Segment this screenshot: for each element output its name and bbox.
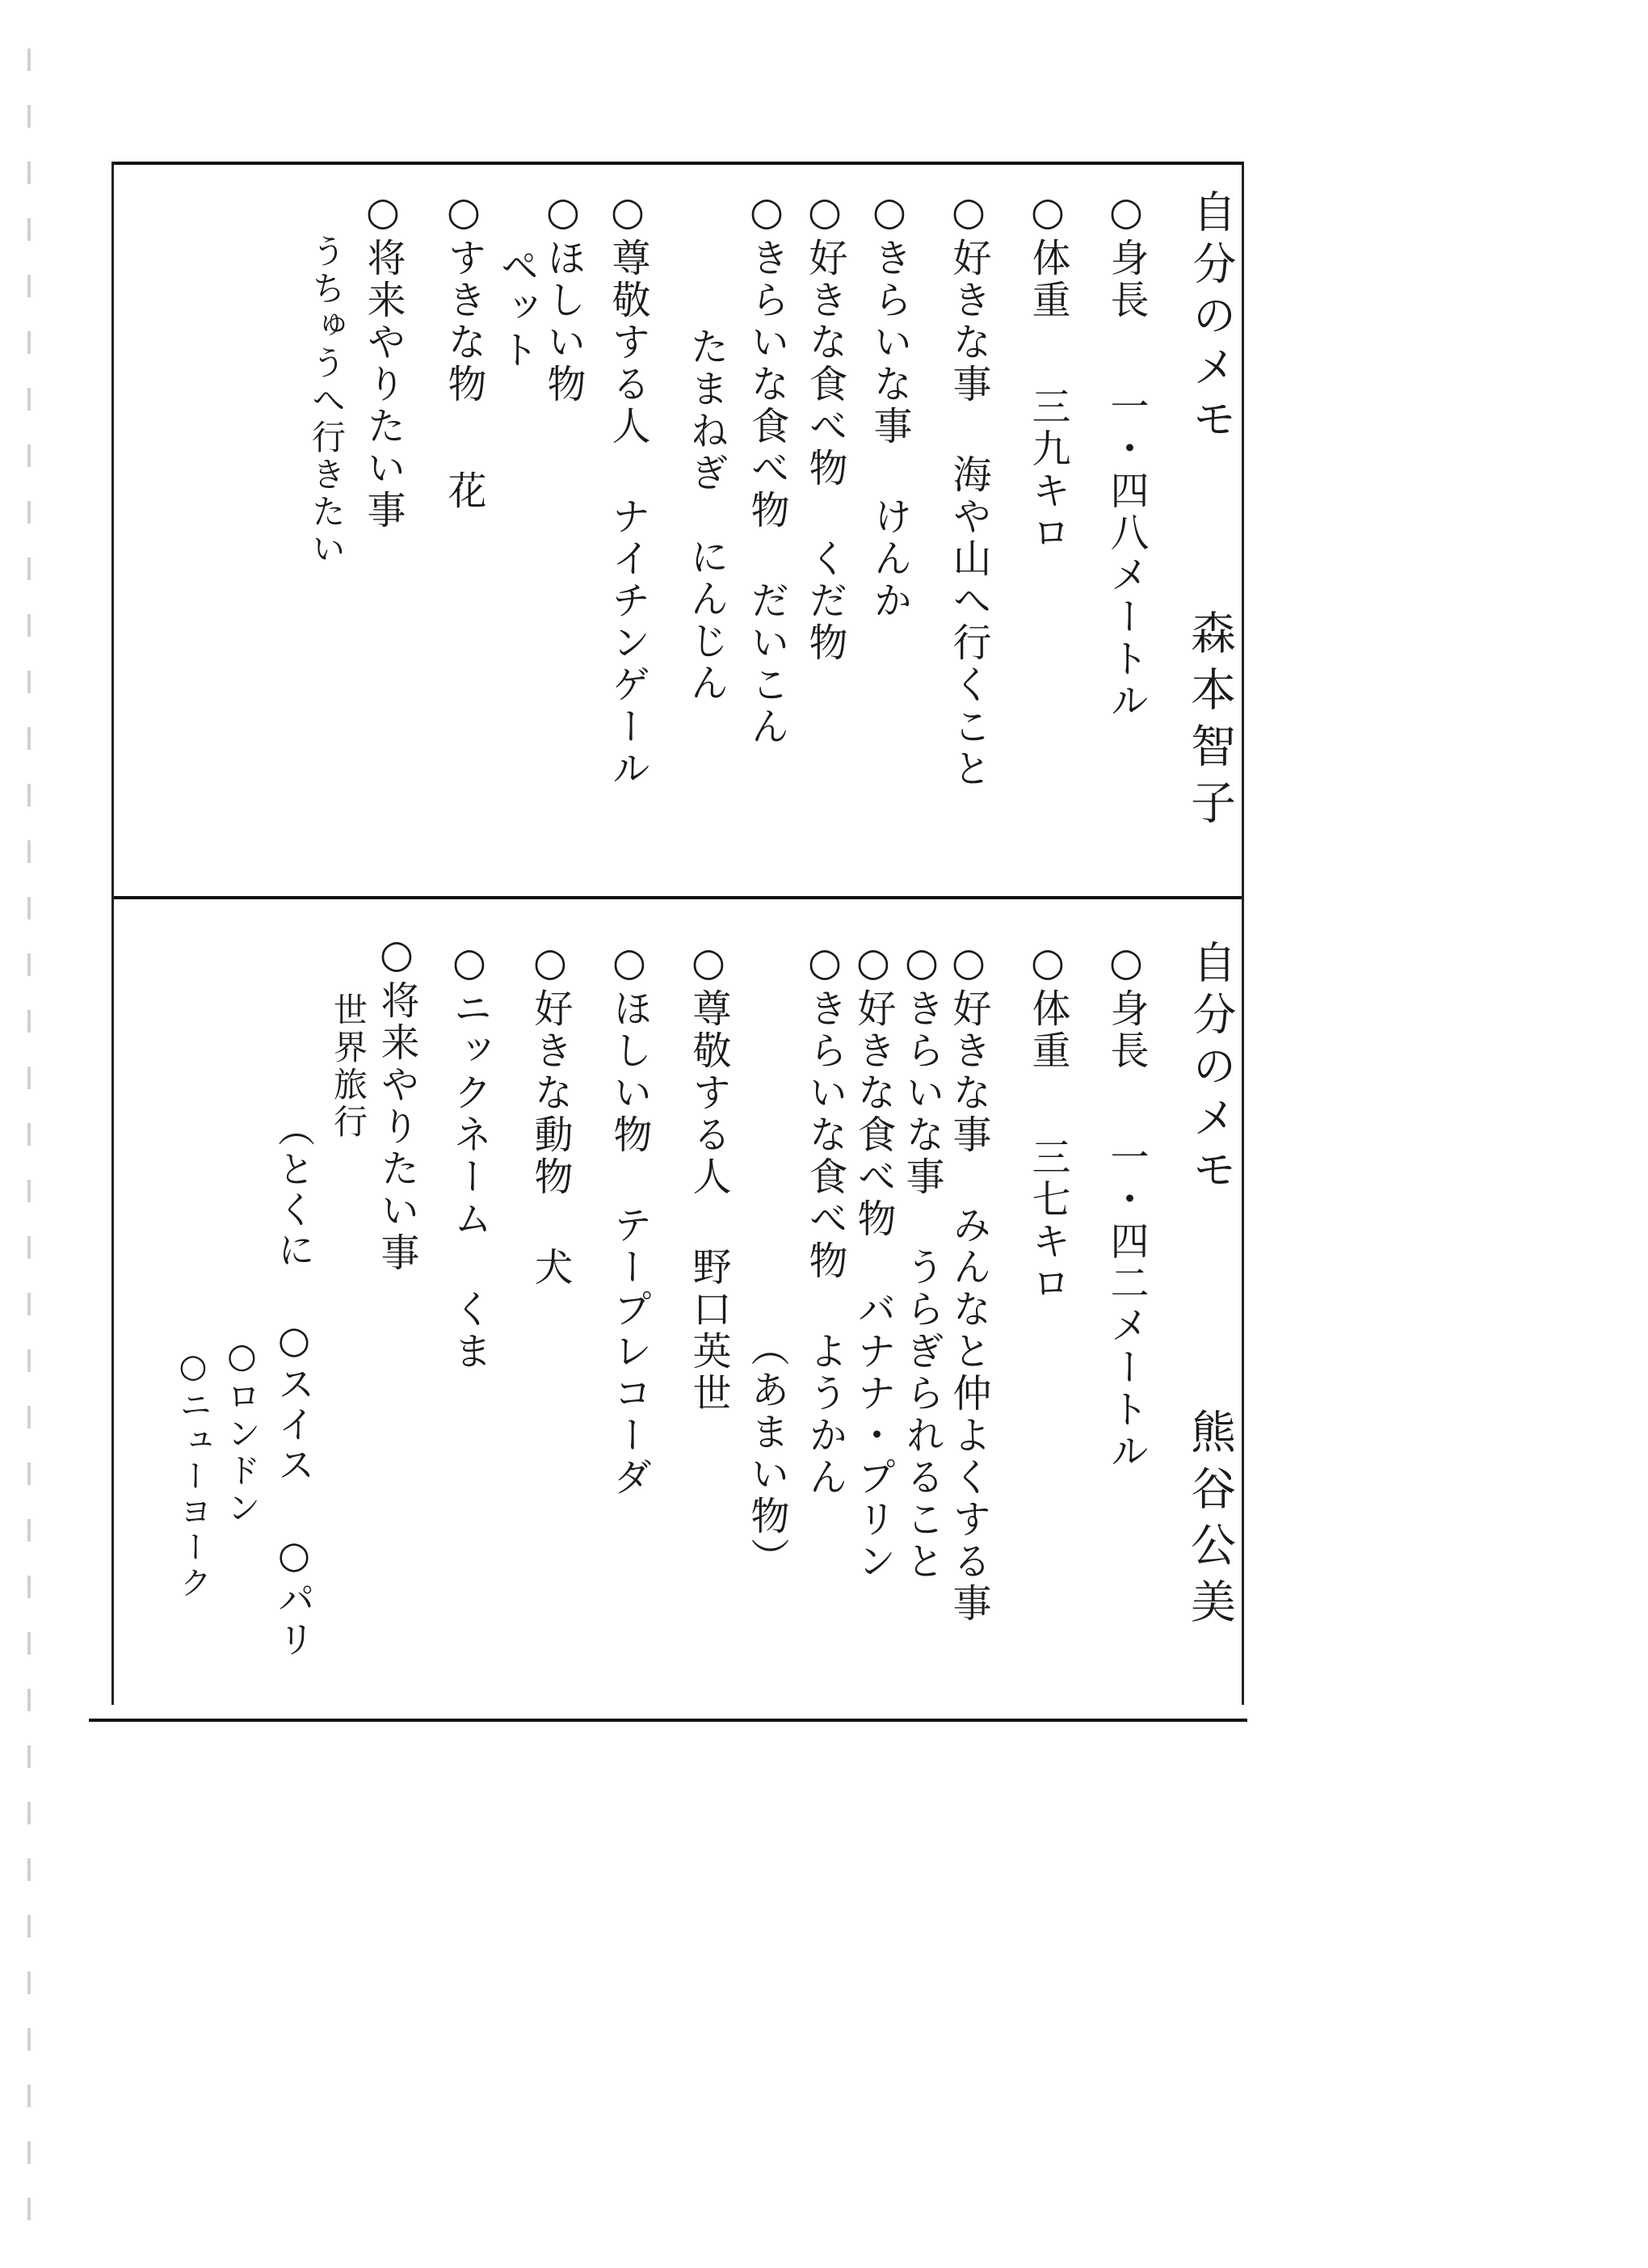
scan-edge-marks (27, 48, 31, 2230)
memo-line-dislikes (867, 189, 912, 622)
field-value: うちゅうへ行きたい (307, 234, 347, 568)
field-value: （とくに ○スイス ○パリ (272, 1109, 316, 1660)
memo-line-future (360, 189, 406, 532)
memo-line-height (1104, 940, 1149, 1473)
memo-line-wants (607, 940, 652, 1499)
memo-line-height (1104, 189, 1149, 722)
memo-line-wants (540, 189, 586, 406)
memo-panel-kumagai (114, 899, 1242, 1708)
field-label: ○好きな事 (946, 940, 991, 1156)
field-label: ○すきな物 (441, 189, 486, 406)
memo-line-nickname (447, 940, 492, 1373)
field-label: ○きらいな事 (899, 940, 944, 1198)
memo-line-likes (946, 189, 991, 790)
memo-line-future-city-london (219, 1336, 264, 1527)
memo-line-favorite-food (851, 940, 896, 1583)
memo-line-disliked-food-note (744, 1328, 789, 1580)
field-value: だいこん (744, 580, 789, 748)
memo-line-likes (946, 940, 991, 1625)
memo-title: 自分のメモ (1186, 189, 1237, 448)
field-value: 野口英世 (686, 1247, 731, 1415)
field-value: （あまい物） (744, 1328, 789, 1580)
memo-line-disliked-food-cont (683, 326, 729, 705)
memo-line-future-travel (326, 992, 371, 1141)
field-value: 花 (441, 470, 486, 512)
field-value: ペット (494, 246, 539, 372)
field-label: ○体重 (1025, 940, 1070, 1072)
memo-line-wants-pet (494, 246, 539, 372)
field-label: ○身長 (1104, 189, 1149, 322)
field-label: ○好きな食べ物 (802, 189, 847, 490)
field-label: ○身長 (1104, 940, 1149, 1072)
memo-line-future-cities (271, 1109, 317, 1660)
memo-sheet (111, 162, 1244, 1705)
field-value: 三七キロ (1025, 1137, 1070, 1305)
memo-line-favorite-animal (528, 940, 573, 1289)
sheet-bottom-line (89, 1719, 1247, 1722)
memo-line-future-cont (304, 234, 349, 568)
field-label: ○好きな食べ物 (851, 940, 896, 1240)
memo-line-dislikes (899, 940, 944, 1583)
field-value: くま (447, 1289, 492, 1373)
memo-line-disliked-food (802, 940, 847, 1499)
field-value: うらぎられること (899, 1247, 944, 1583)
field-label: ○将来やりたい事 (374, 932, 419, 1274)
memo-line-respected-person (605, 189, 650, 790)
memo-line-disliked-food (744, 189, 789, 748)
field-value: 世界旅行 (329, 992, 368, 1141)
field-value: 一・四二メートル (1104, 1137, 1149, 1473)
memo-line-future-city-newyork (170, 1348, 216, 1601)
memo-author-name: 森本智子 (1183, 609, 1236, 835)
field-value: バナナ・プリン (851, 1289, 896, 1583)
field-label: ○将来やりたい事 (360, 189, 406, 532)
memo-line-favorite-thing (441, 189, 486, 512)
memo-line-respected-person (686, 940, 731, 1415)
field-value: 海や山へ行くこと (946, 454, 991, 790)
memo-line-future (374, 932, 419, 1274)
field-label: ○ニックネーム (447, 940, 492, 1240)
field-value: 一・四八メートル (1104, 386, 1149, 722)
field-label: ○きらいな食べ物 (802, 940, 847, 1282)
field-label: ○体重 (1025, 189, 1070, 322)
field-label: ○好きな動物 (528, 940, 573, 1198)
field-label: ○尊敬する人 (686, 940, 731, 1198)
field-value: みんなと仲よくする事 (946, 1205, 991, 1625)
memo-author-name: 熊谷公美 (1183, 1408, 1236, 1635)
memo-line-weight (1025, 940, 1070, 1305)
field-value: ナイチンゲール (605, 496, 650, 790)
field-label: ○ほしい物 (540, 189, 586, 406)
field-label: ○ほしい物 (607, 940, 652, 1156)
field-label: ○尊敬する人 (605, 189, 650, 448)
memo-line-favorite-food (802, 189, 847, 664)
field-value: くだ物 (802, 538, 847, 664)
field-value: けんか (867, 496, 912, 622)
memo-line-weight (1025, 189, 1070, 554)
field-value: テープレコーダ (607, 1205, 652, 1499)
field-label: ○きらいな食べ物 (744, 189, 789, 532)
field-value: ○ニューヨーク (174, 1348, 212, 1601)
memo-title: 自分のメモ (1186, 940, 1237, 1198)
field-value: 犬 (528, 1247, 573, 1289)
field-label: ○好きな事 (946, 189, 991, 406)
field-value: たまねぎ にんじん (683, 326, 729, 705)
field-label: ○きらいな事 (867, 189, 912, 448)
field-value: 三九キロ (1025, 386, 1070, 554)
field-value: ○ロンドン (222, 1336, 262, 1527)
memo-panel-morimoto (114, 165, 1242, 896)
field-value: ようかん (802, 1331, 847, 1499)
